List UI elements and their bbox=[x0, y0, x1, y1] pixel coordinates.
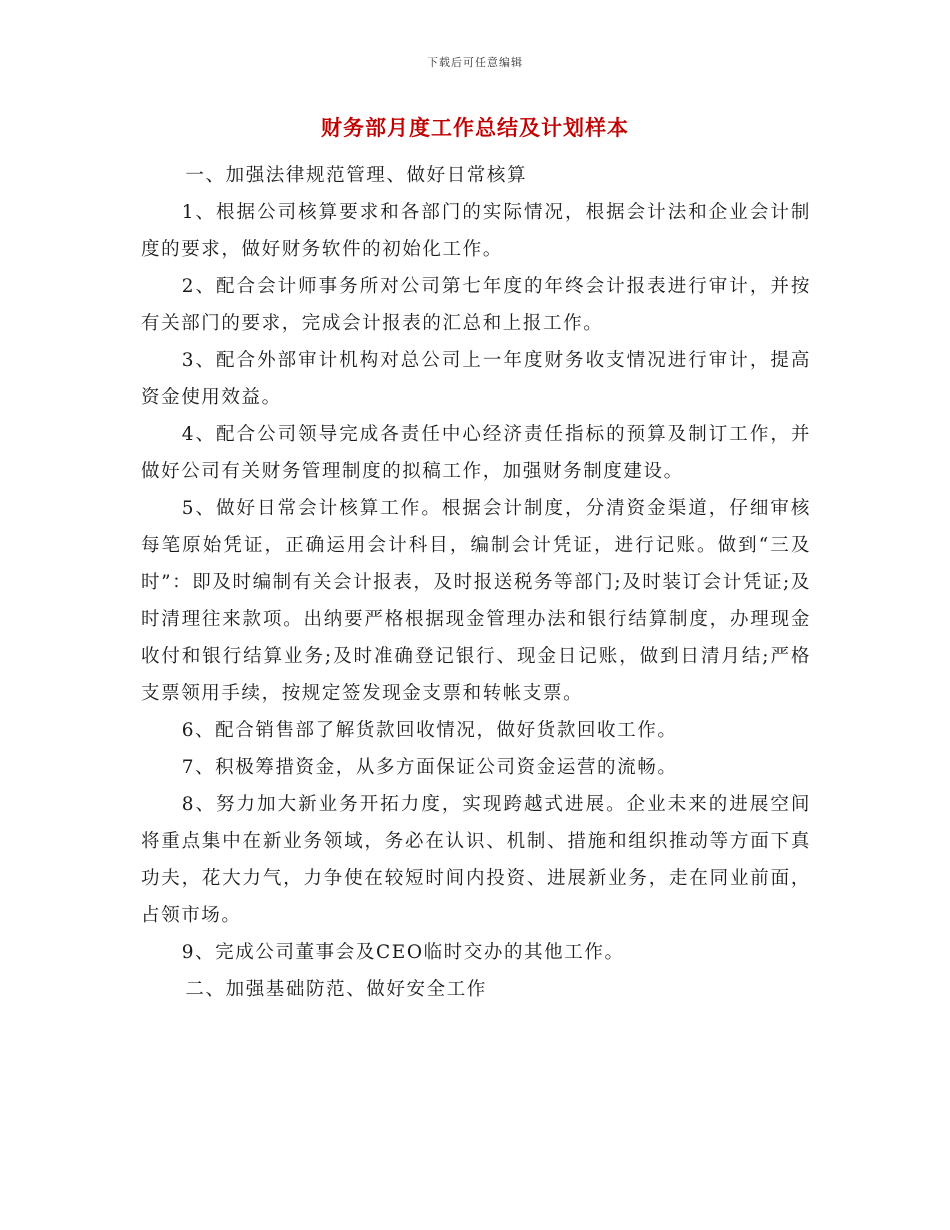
document-body bbox=[141, 157, 811, 1008]
section-heading-1: 一、加强法律规范管理、做好日常核算 bbox=[185, 165, 528, 186]
section-heading-2: 二、加强基础防范、做好安全工作 bbox=[185, 979, 487, 1000]
paragraph-item-1: 1、根据公司核算要求和各部门的实际情况，根据会计法和企业会计制度的要求，做好财务软件的初始化工作。 bbox=[141, 202, 811, 260]
paragraph-item-4: 4、配合公司领导完成各责任中心经济责任指标的预算及制订工作，并做好公司有关财务管理制度的拟稿工作，加强财务制度建设。 bbox=[141, 424, 811, 482]
paragraph-item-9: 9、完成公司董事会及CEO临时交办的其他工作。 bbox=[181, 942, 625, 963]
document-title: 财务部月度工作总结及计划样本 bbox=[321, 115, 629, 140]
page-header-note: 下载后可任意编辑 bbox=[427, 56, 523, 69]
paragraph-item-8: 8、努力加大新业务开拓力度，实现跨越式进展。企业未来的进展空间将重点集中在新业务领域，务必在认识、机制、措施和组织推动等方面下真功夫，花大力气，力争使在较短时间内投资、进展新业务，走在同业前面，占领市场。 bbox=[141, 794, 811, 926]
paragraph-item-6: 6、配合销售部了解货款回收情况，做好货款回收工作。 bbox=[181, 720, 678, 741]
paragraph-item-7: 7、积极筹措资金，从多方面保证公司资金运营的流畅。 bbox=[181, 757, 678, 778]
paragraph-item-5: 5、做好日常会计核算工作。根据会计制度，分清资金渠道，仔细审核每笔原始凭证，正确运用会计科目，编制会计凭证，进行记账。做到“三及时”：即及时编制有关会计报表，及时报送税务等部门;及时装订会计凭证;及时清理往来款项。出纳要严格根据现金管理办法和银行结算制度，办理现金收付和银行结算业务;及时准确登记银行、现金日记账，做到日清月结;严格支票领用手续，按规定签发现金支票和转帐支票。 bbox=[141, 498, 811, 704]
paragraph-item-2: 2、配合会计师事务所对公司第七年度的年终会计报表进行审计，并按有关部门的要求，完成会计报表的汇总和上报工作。 bbox=[141, 276, 811, 334]
paragraph-item-3: 3、配合外部审计机构对总公司上一年度财务收支情况进行审计，提高资金使用效益。 bbox=[141, 350, 811, 408]
